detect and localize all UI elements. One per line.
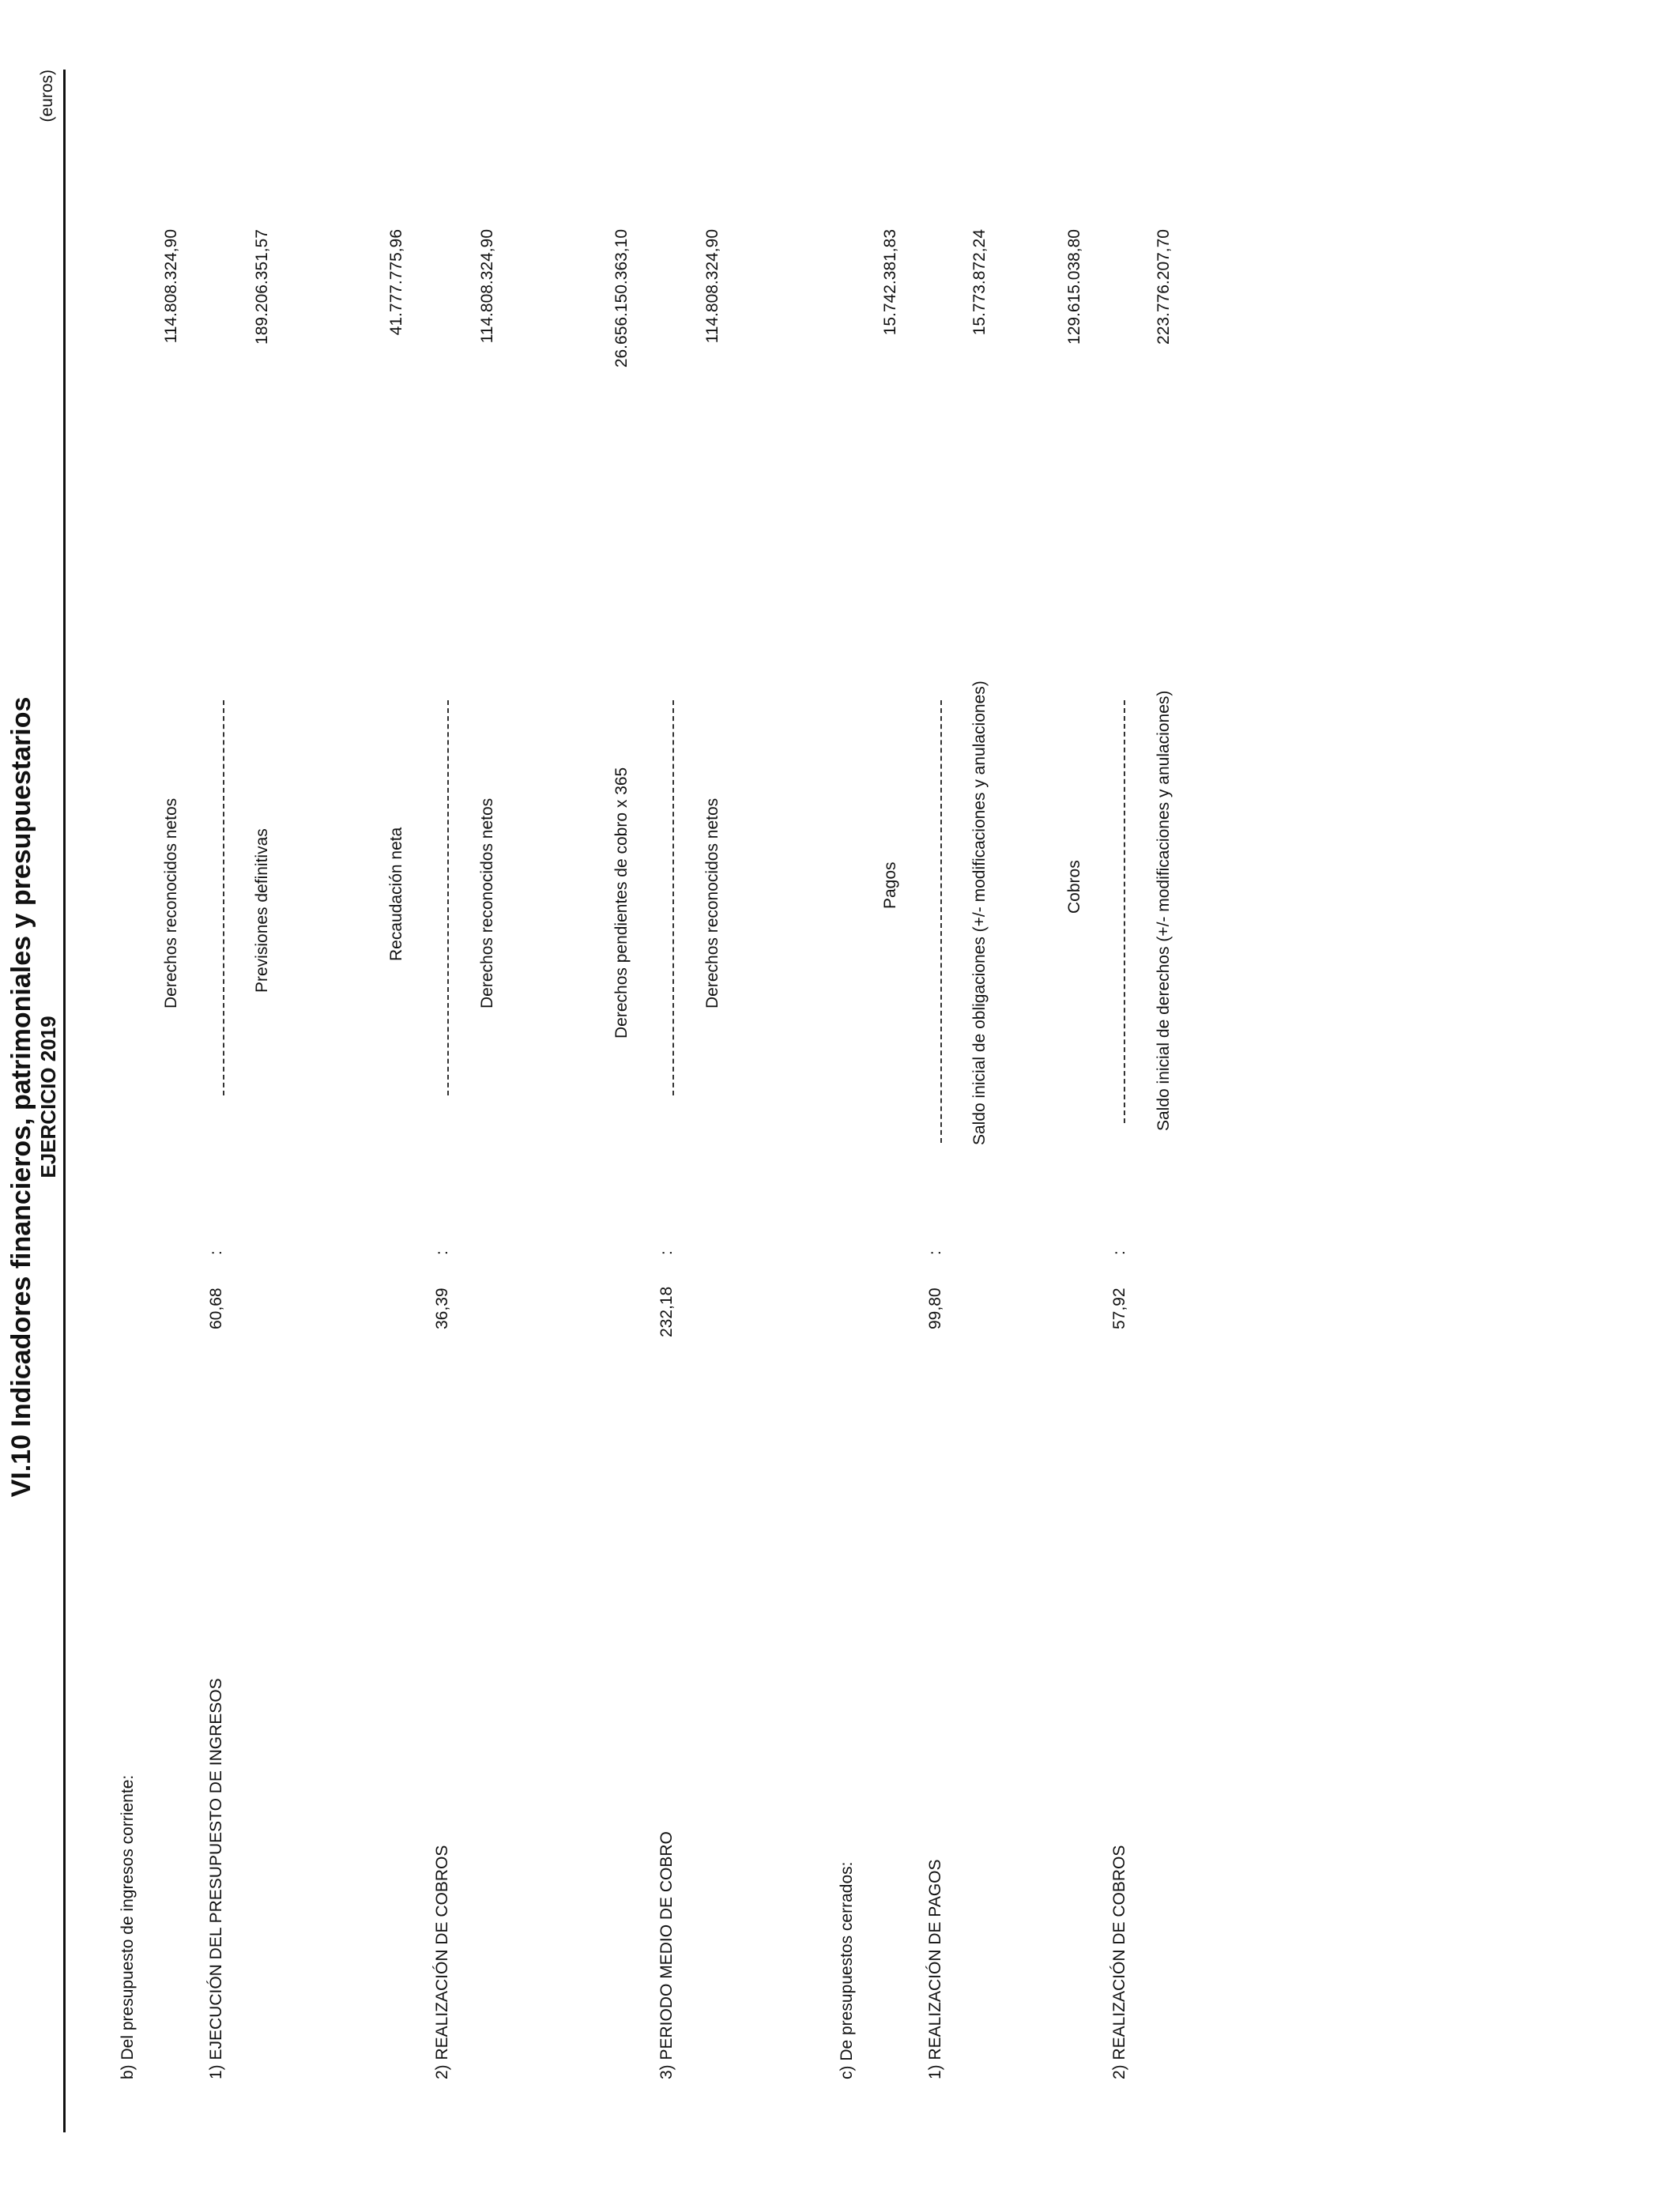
denominator-amount: 114.808.324,90	[478, 229, 496, 344]
page-title: VI.10 Indicadores financieros, patrimoniales y presupuestarios	[6, 696, 36, 1498]
indicator-separator: :	[657, 1250, 676, 1255]
denominator-label: Derechos reconocidos netos	[478, 797, 496, 1008]
indicator-value: 60,68	[207, 1287, 225, 1329]
indicator-separator: :	[1110, 1250, 1128, 1255]
denominator-label: Saldo inicial de derechos (+/- modificaciones y anulaciones)	[1155, 690, 1173, 1131]
indicator-label: 2) REALIZACIÓN DE COBROS	[433, 1845, 451, 2079]
numerator-label: Derechos reconocidos netos	[162, 797, 180, 1008]
denominator-amount: 114.808.324,90	[703, 229, 721, 344]
indicator-value: 36,39	[433, 1287, 451, 1329]
indicator-label: 2) REALIZACIÓN DE COBROS	[1110, 1845, 1128, 2079]
numerator-amount: 26.656.150.363,10	[612, 229, 631, 368]
fraction-line	[940, 700, 942, 1143]
denominator-amount: 223.776.207,70	[1155, 229, 1173, 345]
unit-label: (euros)	[38, 70, 56, 123]
numerator-amount: 41.777.775,96	[387, 229, 405, 336]
denominator-amount: 189.206.351,57	[253, 229, 271, 345]
section-b-heading: b) Del presupuesto de ingresos corriente:	[119, 1774, 137, 2079]
indicator-separator: :	[926, 1250, 944, 1255]
numerator-amount: 129.615.038,80	[1065, 229, 1083, 345]
indicator-separator: :	[433, 1250, 451, 1255]
fraction-line	[223, 700, 224, 1095]
numerator-label: Recaudación neta	[387, 827, 405, 961]
numerator-label: Pagos	[881, 861, 899, 909]
numerator-label: Cobros	[1065, 860, 1083, 914]
section-c-heading: c) De presupuestos cerrados:	[838, 1861, 856, 2079]
indicator-value: 99,80	[926, 1287, 944, 1329]
indicator-value: 57,92	[1110, 1287, 1128, 1329]
fraction-line	[672, 700, 674, 1095]
numerator-label: Derechos pendientes de cobro x 365	[612, 767, 631, 1039]
indicator-value: 232,18	[657, 1286, 676, 1337]
fraction-line	[447, 700, 449, 1095]
denominator-amount: 15.773.872,24	[970, 229, 989, 336]
denominator-label: Saldo inicial de obligaciones (+/- modificaciones y anulaciones)	[970, 680, 989, 1145]
indicator-label: 1) EJECUCIÓN DEL PRESUPUESTO DE INGRESOS	[207, 1678, 225, 2079]
indicator-label: 1) REALIZACIÓN DE PAGOS	[926, 1859, 944, 2079]
denominator-label: Derechos reconocidos netos	[703, 797, 721, 1008]
page-subtitle: EJERCICIO 2019	[36, 1016, 60, 1178]
fraction-line	[1124, 700, 1125, 1123]
header-rule	[63, 70, 66, 2132]
indicator-label: 3) PERIODO MEDIO DE COBRO	[657, 1831, 676, 2079]
numerator-amount: 114.808.324,90	[162, 229, 180, 344]
numerator-amount: 15.742.381,83	[881, 229, 899, 336]
denominator-label: Previsiones definitivas	[253, 828, 271, 993]
indicator-separator: :	[207, 1250, 225, 1255]
